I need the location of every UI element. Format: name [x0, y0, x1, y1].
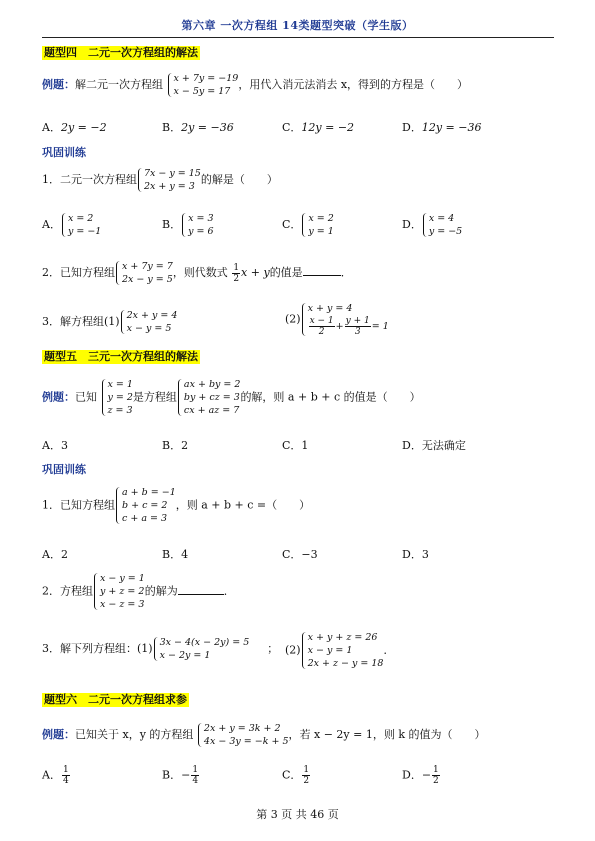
page-number: 第 3 页 共 46 页: [256, 808, 339, 821]
fraction: $\frac{1}{2}$: [233, 262, 240, 284]
example-4: [42, 72, 468, 98]
example-label: 例题：: [42, 78, 75, 91]
question-2: 2．已知方程组 x + 7y = 7 2x − y = 5 ，则代数式 $\frac{1}{2}$ x + y的值是 ．: [42, 261, 352, 285]
equation-system: x + y = 4 $\frac{x - 1}{2}$ + $\frac{y + 1}{3}$ = 1: [301, 302, 389, 337]
option-d: D．12y = −36: [402, 121, 482, 134]
equation-system: ax + by = 2 by + cz = 3 cx + az = 7: [177, 378, 241, 417]
section-title-4: 题型四 二元一次方程组的解法: [44, 46, 198, 59]
equation-system: x + y + z = 26 x − y = 1 2x + z − y = 18: [301, 631, 384, 670]
option-b: B． x = 3 y = 6: [162, 213, 214, 237]
header-rule: [42, 37, 554, 38]
equation-system: x = 1 y = 2 z = 3: [101, 378, 133, 417]
equation-system: 2x + y = 3k + 2 4x − 3y = −k + 5: [197, 722, 289, 748]
option-c: C． $\frac{1}{2}$: [282, 765, 310, 786]
question-1: 1．二元一次方程组 7x − y = 15 2x + y = 3 的解是（ ）: [42, 168, 278, 192]
option-d: D．无法确定: [402, 439, 466, 452]
equation-system: x − y = 1 y + z = 2 x − z = 3: [93, 572, 145, 611]
option-a: A． $\frac{1}{4}$: [42, 765, 69, 786]
option-c: C． x = 2 y = 1: [282, 213, 334, 237]
option-b: B．4: [162, 548, 189, 561]
example-text: 解二元一次方程组: [75, 78, 163, 91]
equation-system: 7x − y = 15 2x + y = 3: [137, 167, 201, 193]
question-2: 2．方程组 x − y = 1 y + z = 2 x − z = 3 的解为 ．: [42, 573, 235, 610]
option-c: C．−3: [282, 548, 318, 561]
question-3: 3．解方程组(1) 2x + y = 4 x − y = 5: [42, 310, 178, 334]
question-1: 1．已知方程组 a + b = −1 b + c = 2 c + a = 3 ，则 a + b + c =（ ）: [42, 487, 311, 524]
question-3-part-2: (2) x + y = 4 $\frac{x - 1}{2}$ + $\frac{y + 1}{3}$ = 1: [285, 303, 389, 337]
option-d: D． x = 4 y = −5: [402, 213, 463, 237]
page-header-title: 第六章 一次方程组 14类题型突破（学生版）: [181, 19, 414, 32]
equation-system: 2x + y = 4 x − y = 5: [120, 309, 178, 335]
option-a: A．2y = −2: [42, 121, 107, 134]
option-a: A． x = 2 y = −1: [42, 213, 102, 237]
equation-system: x + 7y = −19 x − 5y = 17: [167, 72, 239, 98]
example-5: 例题：已知 x = 1 y = 2 z = 3 是方程组 ax + by = 2 by + cz = 3 cx + az = 7 的解，则 a + b + c 的值是（ ）: [42, 379, 421, 416]
option-a: A．3: [42, 439, 68, 452]
question-3: 3．解下列方程组：(1) 3x − 4(x − 2y) = 5 x − 2y = 1 ；: [42, 637, 279, 661]
section-title-6: 题型六 二元一次方程组求参: [44, 693, 187, 706]
question-3-part-2: (2) x + y + z = 26 x − y = 1 2x + z − y = 18 ．: [285, 632, 395, 669]
section-title-5: 题型五 三元一次方程组的解法: [44, 350, 198, 363]
option-c: C．1: [282, 439, 309, 452]
example-text-post: ，用代入消元法消去 x，得到的方程是（ ）: [238, 78, 469, 91]
option-c: C．12y = −2: [282, 121, 355, 134]
equation-system: a + b = −1 b + c = 2 c + a = 3: [115, 486, 176, 525]
equation-system: x + 7y = 7 2x − y = 5: [115, 260, 173, 286]
option-b: B．− $\frac{1}{4}$: [162, 765, 199, 786]
option-a: A．2: [42, 548, 68, 561]
practice-heading: 巩固训练: [42, 146, 86, 159]
practice-heading: 巩固训练: [42, 463, 86, 476]
option-d: D．− $\frac{1}{2}$: [402, 765, 439, 786]
answer-blank: [303, 275, 341, 276]
option-b: B．2: [162, 439, 189, 452]
answer-blank: [178, 594, 224, 595]
option-d: D．3: [402, 548, 429, 561]
example-6: 例题：已知关于 x，y 的方程组 2x + y = 3k + 2 4x − 3y = −k + 5 ，若 x − 2y = 1，则 k 的值为（ ）: [42, 723, 486, 747]
option-b: B．2y = −36: [162, 121, 234, 134]
equation-system: 3x − 4(x − 2y) = 5 x − 2y = 1: [153, 636, 250, 662]
